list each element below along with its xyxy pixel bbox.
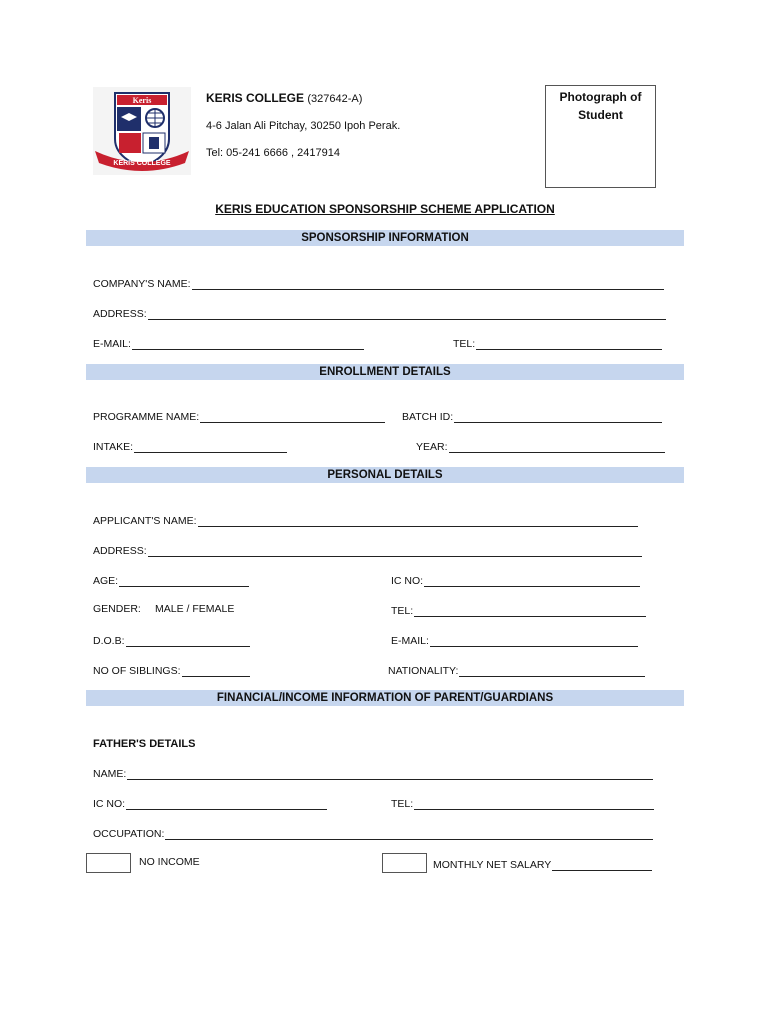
logo-ribbon-text: KERIS COLLEGE xyxy=(113,160,171,167)
applicant-address-label: ADDRESS: xyxy=(93,545,147,557)
father-ic-field[interactable] xyxy=(93,796,327,810)
ic-no-field[interactable] xyxy=(391,573,640,587)
programme-name-field[interactable] xyxy=(93,409,385,423)
dob-label: D.O.B: xyxy=(93,635,125,647)
monthly-salary-line[interactable] xyxy=(552,860,652,871)
batch-id-line[interactable] xyxy=(454,412,662,423)
applicant-name-field[interactable] xyxy=(93,513,638,527)
sponsor-email-field[interactable] xyxy=(93,336,364,350)
sponsor-address-line[interactable] xyxy=(148,309,666,320)
programme-name-line[interactable] xyxy=(200,412,385,423)
company-name-label: COMPANY'S NAME: xyxy=(93,278,191,290)
applicant-email-line[interactable] xyxy=(430,636,638,647)
age-label: AGE: xyxy=(93,575,119,587)
applicant-tel-label: TEL: xyxy=(391,605,414,617)
father-tel-line[interactable] xyxy=(414,799,654,810)
father-name-label: NAME: xyxy=(93,768,127,780)
father-occupation-label: OCCUPATION: xyxy=(93,828,165,840)
siblings-line[interactable] xyxy=(182,666,250,677)
form-title: KERIS EDUCATION SPONSORSHIP SCHEME APPLICATION xyxy=(215,202,555,216)
applicant-email-field[interactable] xyxy=(391,633,638,647)
applicant-tel-field[interactable] xyxy=(391,603,646,617)
nationality-field[interactable] xyxy=(388,663,645,677)
college-tel: Tel: 05-241 6666 , 2417914 xyxy=(206,147,340,159)
ic-no-line[interactable] xyxy=(424,576,640,587)
age-line[interactable] xyxy=(119,576,249,587)
ic-no-label: IC NO: xyxy=(391,575,424,587)
section-sponsorship-heading: SPONSORSHIP INFORMATION xyxy=(86,230,684,246)
year-field[interactable] xyxy=(416,439,665,453)
sponsor-email-label: E-MAIL: xyxy=(93,338,131,350)
gender-label: GENDER: xyxy=(93,603,141,615)
photo-label: Photograph of Student xyxy=(559,90,642,122)
applicant-address-field[interactable] xyxy=(93,543,642,557)
year-line[interactable] xyxy=(449,442,665,453)
monthly-salary-label: MONTHLY NET SALARY xyxy=(433,859,552,871)
no-income-checkbox[interactable] xyxy=(86,853,131,873)
logo-text-top: Keris xyxy=(132,96,152,105)
father-occupation-line[interactable] xyxy=(165,829,653,840)
monthly-salary-field[interactable] xyxy=(433,857,652,871)
no-income-label: NO INCOME xyxy=(139,856,200,868)
intake-line[interactable] xyxy=(134,442,287,453)
father-tel-label: TEL: xyxy=(391,798,414,810)
age-field[interactable] xyxy=(93,573,249,587)
father-tel-field[interactable] xyxy=(391,796,654,810)
father-ic-label: IC NO: xyxy=(93,798,126,810)
father-ic-line[interactable] xyxy=(126,799,327,810)
programme-name-label: PROGRAMME NAME: xyxy=(93,411,200,423)
registration-number: (327642-A) xyxy=(307,93,363,105)
intake-field[interactable] xyxy=(93,439,287,453)
father-name-line[interactable] xyxy=(127,769,653,780)
section-enrollment-heading: ENROLLMENT DETAILS xyxy=(86,364,684,380)
siblings-field[interactable] xyxy=(93,663,250,677)
applicant-name-label: APPLICANT'S NAME: xyxy=(93,515,197,527)
photo-box xyxy=(545,85,656,188)
applicant-name-line[interactable] xyxy=(198,516,638,527)
applicant-address-line[interactable] xyxy=(148,546,642,557)
applicant-email-label: E-MAIL: xyxy=(391,635,429,647)
sponsor-tel-label: TEL: xyxy=(453,338,476,350)
sponsor-email-line[interactable] xyxy=(132,339,364,350)
batch-id-label: BATCH ID: xyxy=(402,411,454,423)
intake-label: INTAKE: xyxy=(93,441,134,453)
sponsor-address-field[interactable] xyxy=(93,306,666,320)
gender-options[interactable]: MALE / FEMALE xyxy=(155,603,235,615)
college-address: 4-6 Jalan Ali Pitchay, 30250 Ipoh Perak. xyxy=(206,120,401,132)
company-name-field[interactable] xyxy=(93,276,664,290)
father-name-field[interactable] xyxy=(93,766,653,780)
father-occupation-field[interactable] xyxy=(93,826,653,840)
section-personal-heading: PERSONAL DETAILS xyxy=(86,467,684,483)
monthly-salary-checkbox[interactable] xyxy=(382,853,427,873)
sponsor-tel-line[interactable] xyxy=(476,339,662,350)
sponsor-address-label: ADDRESS: xyxy=(93,308,147,320)
section-financial-heading: FINANCIAL/INCOME INFORMATION OF PARENT/GUARDIANS xyxy=(86,690,684,706)
company-name-line[interactable] xyxy=(192,279,664,290)
year-label: YEAR: xyxy=(416,441,448,453)
dob-field[interactable] xyxy=(93,633,250,647)
batch-id-field[interactable] xyxy=(402,409,662,423)
nationality-label: NATIONALITY: xyxy=(388,665,459,677)
college-name-text: KERIS COLLEGE xyxy=(206,91,305,105)
college-logo xyxy=(93,87,191,175)
nationality-line[interactable] xyxy=(459,666,645,677)
applicant-tel-line[interactable] xyxy=(414,606,646,617)
dob-line[interactable] xyxy=(126,636,250,647)
college-name xyxy=(206,91,362,105)
siblings-label: NO OF SIBLINGS: xyxy=(93,665,181,677)
fathers-details-heading: FATHER'S DETAILS xyxy=(93,738,196,750)
sponsor-tel-field[interactable] xyxy=(453,336,662,350)
